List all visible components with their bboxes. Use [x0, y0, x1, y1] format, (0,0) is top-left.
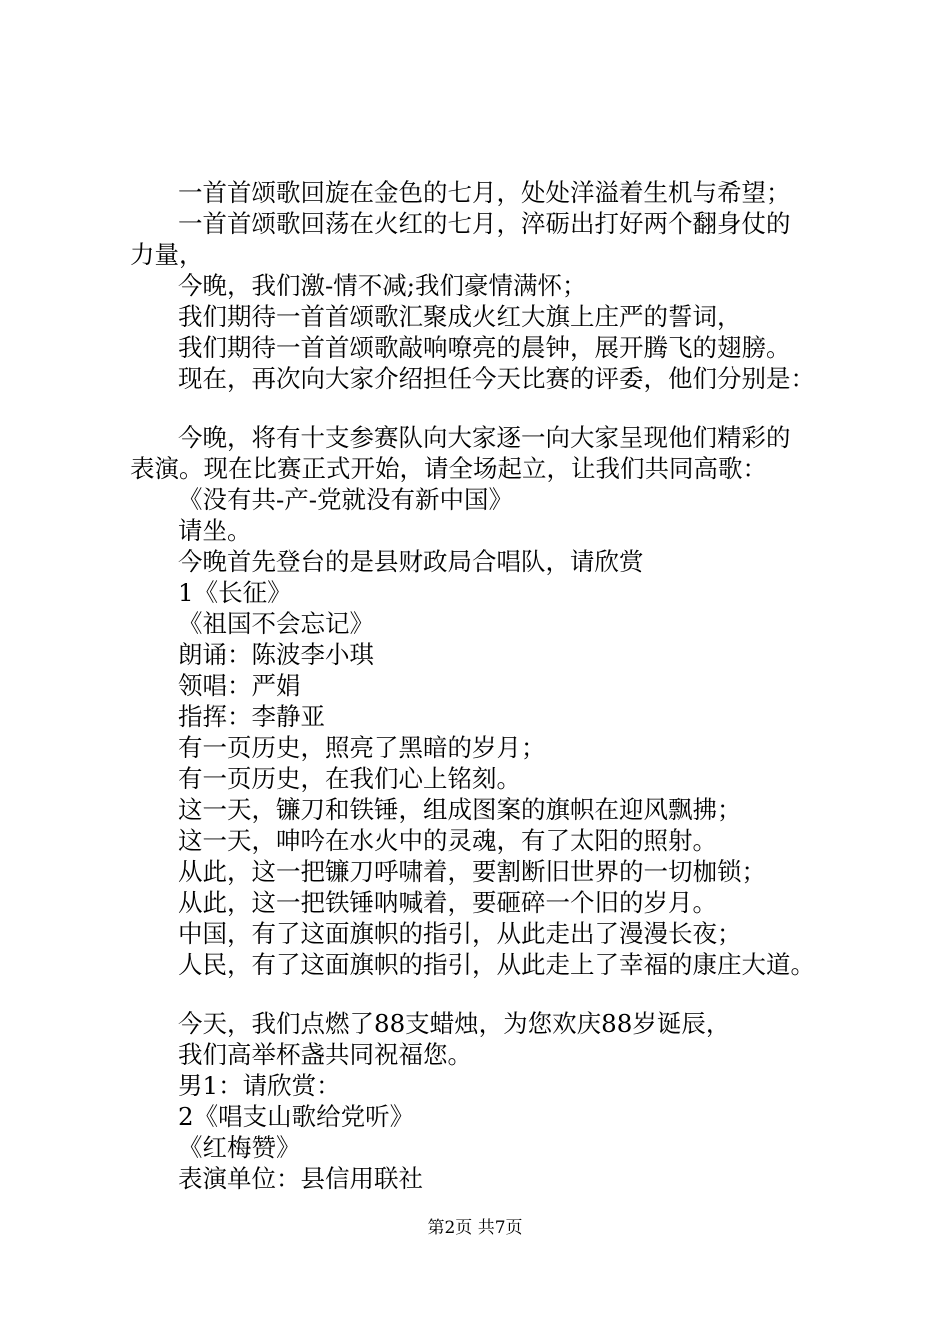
text-line: 表演单位：县信用联社 — [178, 1164, 423, 1193]
text-line: 我们期待一首首颂歌敲响嘹亮的晨钟，展开腾飞的翅膀。 — [178, 333, 791, 362]
text-line: 《没有共-产-党就没有新中国》 — [178, 485, 514, 514]
text-line: 今天，我们点燃了88支蜡烛，为您欢庆88岁诞辰， — [178, 1009, 731, 1038]
text-line: 一首首颂歌回旋在金色的七月，处处洋溢着生机与希望； — [178, 178, 791, 207]
text-line: 《红梅赞》 — [178, 1133, 301, 1162]
text-line: 中国，有了这面旗帜的指引，从此走出了漫漫长夜； — [178, 919, 742, 948]
page-number-footer: 第2页 共7页 — [427, 1218, 523, 1238]
text-line: 这一天，镰刀和铁锤，组成图案的旗帜在迎风飘拂； — [178, 795, 742, 824]
text-line: 表演。现在比赛正式开始，请全场起立，让我们共同高歌： — [130, 454, 767, 483]
text-line: 我们高举杯盏共同祝福您。 — [178, 1040, 472, 1069]
text-line: 人民，有了这面旗帜的指引，从此走上了幸福的康庄大道。 — [178, 950, 815, 979]
text-line: 1《长征》 — [178, 578, 292, 607]
text-line: 请坐。 — [178, 516, 252, 545]
text-line: 有一页历史，照亮了黑暗的岁月； — [178, 733, 546, 762]
text-line: 力量， — [130, 240, 204, 269]
text-line: 指挥：李静亚 — [178, 702, 325, 731]
text-line: 现在，再次向大家介绍担任今天比赛的评委，他们分别是： — [178, 364, 815, 393]
text-line: 有一页历史，在我们心上铭刻。 — [178, 764, 521, 793]
text-line: 今晚，将有十支参赛队向大家逐一向大家呈现他们精彩的 — [178, 423, 791, 452]
text-line: 领唱：严娟 — [178, 671, 301, 700]
text-line: 《祖国不会忘记》 — [178, 609, 374, 638]
text-line: 今晚，我们激-情不减;我们豪情满怀； — [178, 271, 587, 300]
text-line: 这一天，呻吟在水火中的灵魂，有了太阳的照射。 — [178, 826, 717, 855]
text-line: 我们期待一首首颂歌汇聚成火红大旗上庄严的誓词， — [178, 302, 742, 331]
text-line: 一首首颂歌回荡在火红的七月，淬砺出打好两个翻身仗的 — [178, 209, 791, 238]
text-line: 2《唱支山歌给党听》 — [178, 1102, 415, 1131]
text-line: 朗诵：陈波李小琪 — [178, 640, 374, 669]
text-line: 从此，这一把铁锤呐喊着，要砸碎一个旧的岁月。 — [178, 888, 717, 917]
text-line: 从此，这一把镰刀呼啸着，要割断旧世界的一切枷锁； — [178, 857, 766, 886]
text-line: 今晚首先登台的是县财政局合唱队，请欣赏 — [178, 547, 644, 576]
text-line: 男1：请欣赏： — [178, 1071, 341, 1100]
